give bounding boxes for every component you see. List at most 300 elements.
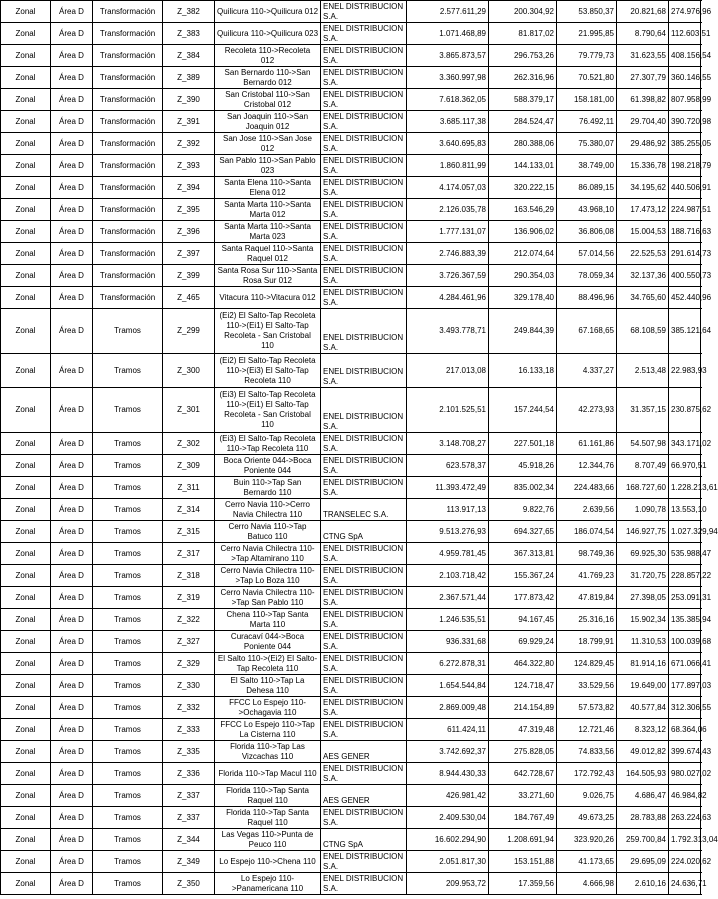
cell-value-5: 24.636,71 [669, 873, 701, 895]
cell-value-5: 980.027,02 [669, 763, 701, 785]
cell-id: Z_394 [163, 177, 215, 199]
cell-value-4: 20.821,68 [617, 1, 669, 23]
table-row [1, 719, 701, 741]
cell-value-2: 153.151,88 [489, 851, 557, 873]
cell-tramo: Cerro Navia 110->Tap Batuco 110 [215, 521, 321, 543]
cell-tipo: Zonal [1, 455, 51, 477]
cell-value-5: 253.091,31 [669, 587, 701, 609]
cell-segmento: Tramos [93, 631, 163, 653]
cell-value-1: 3.640.695,83 [407, 133, 489, 155]
cell-value-2: 249.844,39 [489, 309, 557, 354]
cell-segmento: Tramos [93, 785, 163, 807]
cell-tramo: San Joaquin 110->San Joaquin 012 [215, 111, 321, 133]
cell-value-4: 31.720,75 [617, 565, 669, 587]
cell-area: Área D [51, 851, 93, 873]
cell-tramo: Florida 110->Tap Macul 110 [215, 763, 321, 785]
cell-segmento: Tramos [93, 741, 163, 763]
table-row [1, 199, 701, 221]
table-row [1, 521, 701, 543]
cell-tramo: Cerro Navia Chilectra 110->Tap Lo Boza 110 [215, 565, 321, 587]
cell-id: Z_390 [163, 89, 215, 111]
cell-area: Área D [51, 697, 93, 719]
cell-tramo: Cerro Navia Chilectra 110->Tap Altamirano 110 [215, 543, 321, 565]
table-row [1, 155, 701, 177]
table-row [1, 741, 701, 763]
cell-value-5: 343.171,02 [669, 433, 701, 455]
cell-value-4: 61.398,82 [617, 89, 669, 111]
cell-area: Área D [51, 221, 93, 243]
cell-tramo: (Ei3) El Salto-Tap Recoleta 110->Tap Recoleta 110 [215, 433, 321, 455]
cell-value-4: 31.623,55 [617, 45, 669, 67]
cell-tipo: Zonal [1, 199, 51, 221]
cell-tipo: Zonal [1, 265, 51, 287]
cell-value-1: 3.148.708,27 [407, 433, 489, 455]
cell-value-5: 13.553,10 [669, 499, 701, 521]
cell-id: Z_309 [163, 455, 215, 477]
cell-area: Área D [51, 763, 93, 785]
cell-tramo: Chena 110->Tap Santa Marta 110 [215, 609, 321, 631]
cell-value-4: 15.902,34 [617, 609, 669, 631]
cell-segmento: Tramos [93, 609, 163, 631]
cell-tramo: Quilicura 110->Quilicura 023 [215, 23, 321, 45]
cell-value-4: 2.513,48 [617, 354, 669, 388]
cell-value-3: 4.337,27 [557, 354, 617, 388]
cell-propietario: ENEL DISTRIBUCION S.A. [321, 133, 407, 155]
cell-value-3: 323.920,26 [557, 829, 617, 851]
cell-value-4: 15.004,53 [617, 221, 669, 243]
cell-value-5: 112.603,51 [669, 23, 701, 45]
table-row [1, 433, 701, 455]
cell-tipo: Zonal [1, 67, 51, 89]
cell-value-3: 4.666,98 [557, 873, 617, 895]
cell-tramo: Santa Marta 110->Santa Marta 023 [215, 221, 321, 243]
cell-segmento: Tramos [93, 455, 163, 477]
cell-id: Z_327 [163, 631, 215, 653]
cell-propietario: ENEL DISTRIBUCION S.A. [321, 455, 407, 477]
cell-id: Z_300 [163, 354, 215, 388]
cell-value-1: 2.869.009,48 [407, 697, 489, 719]
table-row [1, 785, 701, 807]
cell-value-2: 262.316,96 [489, 67, 557, 89]
cell-value-3: 12.721,46 [557, 719, 617, 741]
cell-value-2: 16.133,18 [489, 354, 557, 388]
cell-segmento: Transformación [93, 265, 163, 287]
table-row [1, 631, 701, 653]
cell-tipo: Zonal [1, 609, 51, 631]
cell-value-1: 2.577.611,29 [407, 1, 489, 23]
cell-tramo: El Salto 110->Tap La Dehesa 110 [215, 675, 321, 697]
table-row [1, 309, 701, 354]
cell-value-2: 144.133,01 [489, 155, 557, 177]
cell-value-5: 224.987,51 [669, 199, 701, 221]
cell-value-1: 3.493.778,71 [407, 309, 489, 354]
cell-area: Área D [51, 309, 93, 354]
cell-value-2: 588.379,17 [489, 89, 557, 111]
cell-value-2: 200.304,92 [489, 1, 557, 23]
cell-area: Área D [51, 23, 93, 45]
cell-value-2: 464.322,80 [489, 653, 557, 675]
cell-value-4: 4.686,47 [617, 785, 669, 807]
cell-tramo: Quilicura 110->Quilicura 012 [215, 1, 321, 23]
cell-segmento: Transformación [93, 67, 163, 89]
cell-value-5: 228.857,22 [669, 565, 701, 587]
cell-value-2: 329.178,40 [489, 287, 557, 309]
cell-value-2: 45.918,26 [489, 455, 557, 477]
cell-tipo: Zonal [1, 851, 51, 873]
cell-value-2: 69.929,24 [489, 631, 557, 653]
cell-id: Z_397 [163, 243, 215, 265]
cell-value-4: 29.704,40 [617, 111, 669, 133]
cell-value-3: 76.492,11 [557, 111, 617, 133]
cell-tipo: Zonal [1, 719, 51, 741]
cell-id: Z_382 [163, 1, 215, 23]
cell-value-1: 1.777.131,07 [407, 221, 489, 243]
cell-value-3: 25.316,16 [557, 609, 617, 631]
cell-id: Z_299 [163, 309, 215, 354]
table-row [1, 873, 701, 895]
cell-area: Área D [51, 155, 93, 177]
cell-value-1: 1.860.811,99 [407, 155, 489, 177]
table-row [1, 477, 701, 499]
cell-propietario: ENEL DISTRIBUCION S.A. [321, 609, 407, 631]
cell-value-2: 296.753,26 [489, 45, 557, 67]
cell-id: Z_395 [163, 199, 215, 221]
cell-value-3: 86.089,15 [557, 177, 617, 199]
cell-value-4: 1.090,78 [617, 499, 669, 521]
cell-id: Z_337 [163, 807, 215, 829]
cell-value-3: 79.779,73 [557, 45, 617, 67]
cell-propietario: ENEL DISTRIBUCION S.A. [321, 807, 407, 829]
cell-tramo: Recoleta 110->Recoleta 012 [215, 45, 321, 67]
cell-value-1: 7.618.362,05 [407, 89, 489, 111]
cell-tipo: Zonal [1, 697, 51, 719]
table-row [1, 829, 701, 851]
cell-value-4: 27.307,79 [617, 67, 669, 89]
cell-value-5: 230.875,62 [669, 388, 701, 433]
table-row [1, 455, 701, 477]
cell-value-5: 671.066,41 [669, 653, 701, 675]
cell-value-5: 452.440,96 [669, 287, 701, 309]
cell-value-1: 113.917,13 [407, 499, 489, 521]
cell-value-3: 57.573,82 [557, 697, 617, 719]
cell-value-1: 3.865.873,57 [407, 45, 489, 67]
cell-tramo: (Ei2) El Salto-Tap Recoleta 110->(Ei1) El Salto-Tap Recoleta - San Cristobal 110 [215, 309, 321, 354]
cell-value-2: 320.222,15 [489, 177, 557, 199]
cell-value-2: 81.817,02 [489, 23, 557, 45]
cell-value-2: 124.718,47 [489, 675, 557, 697]
cell-value-3: 47.819,84 [557, 587, 617, 609]
cell-value-5: 1.792.313,04 [669, 829, 701, 851]
cell-tipo: Zonal [1, 309, 51, 354]
cell-tipo: Zonal [1, 763, 51, 785]
cell-value-3: 186.074,54 [557, 521, 617, 543]
table-row [1, 221, 701, 243]
cell-area: Área D [51, 807, 93, 829]
cell-propietario: ENEL DISTRIBUCION S.A. [321, 388, 407, 433]
cell-value-2: 212.074,64 [489, 243, 557, 265]
cell-value-1: 1.654.544,84 [407, 675, 489, 697]
cell-id: Z_314 [163, 499, 215, 521]
cell-tramo: Las Vegas 110->Punta de Peuco 110 [215, 829, 321, 851]
cell-value-5: 22.983,93 [669, 354, 701, 388]
cell-segmento: Tramos [93, 433, 163, 455]
cell-segmento: Tramos [93, 587, 163, 609]
table-row [1, 807, 701, 829]
table-row [1, 653, 701, 675]
table-row [1, 45, 701, 67]
cell-tipo: Zonal [1, 565, 51, 587]
cell-area: Área D [51, 287, 93, 309]
cell-segmento: Transformación [93, 45, 163, 67]
cell-id: Z_399 [163, 265, 215, 287]
cell-value-2: 136.906,02 [489, 221, 557, 243]
table-row [1, 67, 701, 89]
cell-value-1: 426.981,42 [407, 785, 489, 807]
table-body [1, 1, 718, 895]
cell-value-5: 399.674,43 [669, 741, 701, 763]
cell-tramo: Florida 110->Tap Santa Raquel 110 [215, 785, 321, 807]
cell-value-3: 224.483,66 [557, 477, 617, 499]
cell-area: Área D [51, 565, 93, 587]
table-row [1, 89, 701, 111]
cell-value-2: 367.313,81 [489, 543, 557, 565]
cell-value-5: 274.976,96 [669, 1, 701, 23]
cell-area: Área D [51, 675, 93, 697]
cell-value-1: 8.944.430,33 [407, 763, 489, 785]
cell-id: Z_330 [163, 675, 215, 697]
cell-segmento: Tramos [93, 697, 163, 719]
cell-value-2: 184.767,49 [489, 807, 557, 829]
cell-propietario: ENEL DISTRIBUCION S.A. [321, 177, 407, 199]
cell-tipo: Zonal [1, 873, 51, 895]
cell-value-1: 2.051.817,30 [407, 851, 489, 873]
cell-value-4: 2.610,16 [617, 873, 669, 895]
cell-value-1: 3.685.117,38 [407, 111, 489, 133]
cell-id: Z_465 [163, 287, 215, 309]
cell-value-1: 9.513.276,93 [407, 521, 489, 543]
cell-tipo: Zonal [1, 287, 51, 309]
cell-tramo: Santa Rosa Sur 110->Santa Rosa Sur 012 [215, 265, 321, 287]
cell-value-2: 227.501,18 [489, 433, 557, 455]
table-row [1, 697, 701, 719]
cell-value-5: 68.364,06 [669, 719, 701, 741]
cell-propietario: AES GENER [321, 741, 407, 763]
cell-tipo: Zonal [1, 543, 51, 565]
cell-id: Z_317 [163, 543, 215, 565]
cell-tipo: Zonal [1, 23, 51, 45]
cell-value-1: 3.742.692,37 [407, 741, 489, 763]
cell-tipo: Zonal [1, 477, 51, 499]
cell-segmento: Transformación [93, 243, 163, 265]
cell-value-4: 146.927,75 [617, 521, 669, 543]
cell-tramo: Curacaví 044->Boca Poniente 044 [215, 631, 321, 653]
cell-value-1: 1.071.468,89 [407, 23, 489, 45]
cell-value-1: 6.272.878,31 [407, 653, 489, 675]
cell-value-5: 390.720,98 [669, 111, 701, 133]
cell-value-4: 8.707,49 [617, 455, 669, 477]
cell-id: Z_396 [163, 221, 215, 243]
cell-value-4: 40.577,84 [617, 697, 669, 719]
table-row [1, 23, 701, 45]
cell-propietario: ENEL DISTRIBUCION S.A. [321, 763, 407, 785]
cell-value-3: 2.639,56 [557, 499, 617, 521]
cell-tipo: Zonal [1, 1, 51, 23]
cell-value-3: 158.181,00 [557, 89, 617, 111]
cell-propietario: ENEL DISTRIBUCION S.A. [321, 89, 407, 111]
cell-propietario: CTNG SpA [321, 829, 407, 851]
cell-tramo: San Pablo 110->San Pablo 023 [215, 155, 321, 177]
cell-value-2: 642.728,67 [489, 763, 557, 785]
cell-value-5: 385.121,64 [669, 309, 701, 354]
cell-tramo: San Jose 110->San Jose 012 [215, 133, 321, 155]
cell-value-3: 75.380,07 [557, 133, 617, 155]
cell-tramo: Cerro Navia Chilectra 110->Tap San Pablo 110 [215, 587, 321, 609]
cell-value-3: 33.529,56 [557, 675, 617, 697]
cell-id: Z_333 [163, 719, 215, 741]
cell-value-2: 275.828,05 [489, 741, 557, 763]
cell-value-2: 1.208.691,94 [489, 829, 557, 851]
cell-value-2: 835.002,34 [489, 477, 557, 499]
cell-value-4: 22.525,53 [617, 243, 669, 265]
cell-tipo: Zonal [1, 354, 51, 388]
cell-segmento: Tramos [93, 829, 163, 851]
cell-value-3: 41.769,23 [557, 565, 617, 587]
cell-value-3: 21.995,85 [557, 23, 617, 45]
cell-tramo: FFCC Lo Espejo 110->Ochagavia 110 [215, 697, 321, 719]
cell-tramo: Santa Marta 110->Santa Marta 012 [215, 199, 321, 221]
cell-tipo: Zonal [1, 89, 51, 111]
cell-value-3: 124.829,45 [557, 653, 617, 675]
cell-tipo: Zonal [1, 133, 51, 155]
cell-segmento: Transformación [93, 177, 163, 199]
cell-propietario: ENEL DISTRIBUCION S.A. [321, 199, 407, 221]
cell-area: Área D [51, 1, 93, 23]
cell-id: Z_322 [163, 609, 215, 631]
cell-propietario: ENEL DISTRIBUCION S.A. [321, 155, 407, 177]
cell-value-3: 12.344,76 [557, 455, 617, 477]
cell-id: Z_332 [163, 697, 215, 719]
cell-value-3: 88.496,96 [557, 287, 617, 309]
cell-propietario: ENEL DISTRIBUCION S.A. [321, 631, 407, 653]
cell-value-2: 284.524,47 [489, 111, 557, 133]
cell-area: Área D [51, 609, 93, 631]
cell-value-3: 41.173,65 [557, 851, 617, 873]
cell-area: Área D [51, 67, 93, 89]
cell-propietario: ENEL DISTRIBUCION S.A. [321, 851, 407, 873]
cell-area: Área D [51, 719, 93, 741]
table-row [1, 287, 701, 309]
cell-tramo: Santa Raquel 110->Santa Raquel 012 [215, 243, 321, 265]
cell-value-3: 9.026,75 [557, 785, 617, 807]
cell-value-1: 2.409.530,04 [407, 807, 489, 829]
cell-area: Área D [51, 741, 93, 763]
cell-segmento: Transformación [93, 199, 163, 221]
cell-tipo: Zonal [1, 741, 51, 763]
cell-value-1: 4.959.781,45 [407, 543, 489, 565]
cell-value-1: 11.393.472,49 [407, 477, 489, 499]
cell-tramo: Florida 110->Tap Las Vizcachas 110 [215, 741, 321, 763]
cell-tipo: Zonal [1, 587, 51, 609]
cell-area: Área D [51, 521, 93, 543]
cell-area: Área D [51, 543, 93, 565]
cell-propietario: ENEL DISTRIBUCION S.A. [321, 477, 407, 499]
cell-propietario: TRANSELEC S.A. [321, 499, 407, 521]
cell-area: Área D [51, 265, 93, 287]
cell-tramo: Santa Elena 110->Santa Elena 012 [215, 177, 321, 199]
cell-propietario: ENEL DISTRIBUCION S.A. [321, 23, 407, 45]
cell-value-4: 29.695,09 [617, 851, 669, 873]
cell-id: Z_350 [163, 873, 215, 895]
cell-value-3: 98.749,36 [557, 543, 617, 565]
cell-value-2: 94.167,45 [489, 609, 557, 631]
cell-propietario: ENEL DISTRIBUCION S.A. [321, 587, 407, 609]
cell-tipo: Zonal [1, 653, 51, 675]
cell-segmento: Tramos [93, 309, 163, 354]
cell-tramo: Boca Oriente 044->Boca Poniente 044 [215, 455, 321, 477]
table-row [1, 763, 701, 785]
cell-segmento: Transformación [93, 221, 163, 243]
cell-value-1: 3.360.997,98 [407, 67, 489, 89]
cell-value-5: 440.506,91 [669, 177, 701, 199]
cell-value-4: 27.398,05 [617, 587, 669, 609]
cell-propietario: ENEL DISTRIBUCION S.A. [321, 111, 407, 133]
cell-id: Z_318 [163, 565, 215, 587]
cell-tipo: Zonal [1, 177, 51, 199]
cell-value-1: 2.367.571,44 [407, 587, 489, 609]
cell-propietario: ENEL DISTRIBUCION S.A. [321, 354, 407, 388]
cell-segmento: Tramos [93, 543, 163, 565]
cell-tipo: Zonal [1, 675, 51, 697]
cell-tramo: San Bernardo 110->San Bernardo 012 [215, 67, 321, 89]
cell-propietario: AES GENER [321, 785, 407, 807]
cell-segmento: Tramos [93, 521, 163, 543]
cell-tramo: Florida 110->Tap Santa Raquel 110 [215, 807, 321, 829]
cell-propietario: ENEL DISTRIBUCION S.A. [321, 1, 407, 23]
table-row [1, 388, 701, 433]
cell-tipo: Zonal [1, 785, 51, 807]
table-row [1, 133, 701, 155]
cell-area: Área D [51, 177, 93, 199]
cell-value-1: 2.101.525,51 [407, 388, 489, 433]
cell-propietario: ENEL DISTRIBUCION S.A. [321, 67, 407, 89]
cell-area: Área D [51, 133, 93, 155]
cell-value-3: 70.521,80 [557, 67, 617, 89]
cell-value-3: 61.161,86 [557, 433, 617, 455]
cell-area: Área D [51, 111, 93, 133]
cell-value-2: 163.546,29 [489, 199, 557, 221]
cell-id: Z_389 [163, 67, 215, 89]
cell-tipo: Zonal [1, 221, 51, 243]
cell-value-2: 290.354,03 [489, 265, 557, 287]
cell-value-1: 936.331,68 [407, 631, 489, 653]
cell-propietario: ENEL DISTRIBUCION S.A. [321, 653, 407, 675]
cell-value-2: 177.873,42 [489, 587, 557, 609]
cell-value-1: 2.103.718,42 [407, 565, 489, 587]
cell-value-2: 155.367,24 [489, 565, 557, 587]
table-row [1, 609, 701, 631]
cell-value-5: 100.039,68 [669, 631, 701, 653]
cell-propietario: ENEL DISTRIBUCION S.A. [321, 543, 407, 565]
cell-value-4: 17.473,12 [617, 199, 669, 221]
cell-value-1: 4.174.057,03 [407, 177, 489, 199]
cell-id: Z_393 [163, 155, 215, 177]
cell-tramo: Lo Espejo 110->Panamericana 110 [215, 873, 321, 895]
cell-area: Área D [51, 499, 93, 521]
cell-tramo: (Ei2) El Salto-Tap Recoleta 110->(Ei3) El Salto-Tap Recoleta 110 [215, 354, 321, 388]
cell-value-3: 67.168,65 [557, 309, 617, 354]
cell-value-2: 47.319,48 [489, 719, 557, 741]
cell-id: Z_311 [163, 477, 215, 499]
